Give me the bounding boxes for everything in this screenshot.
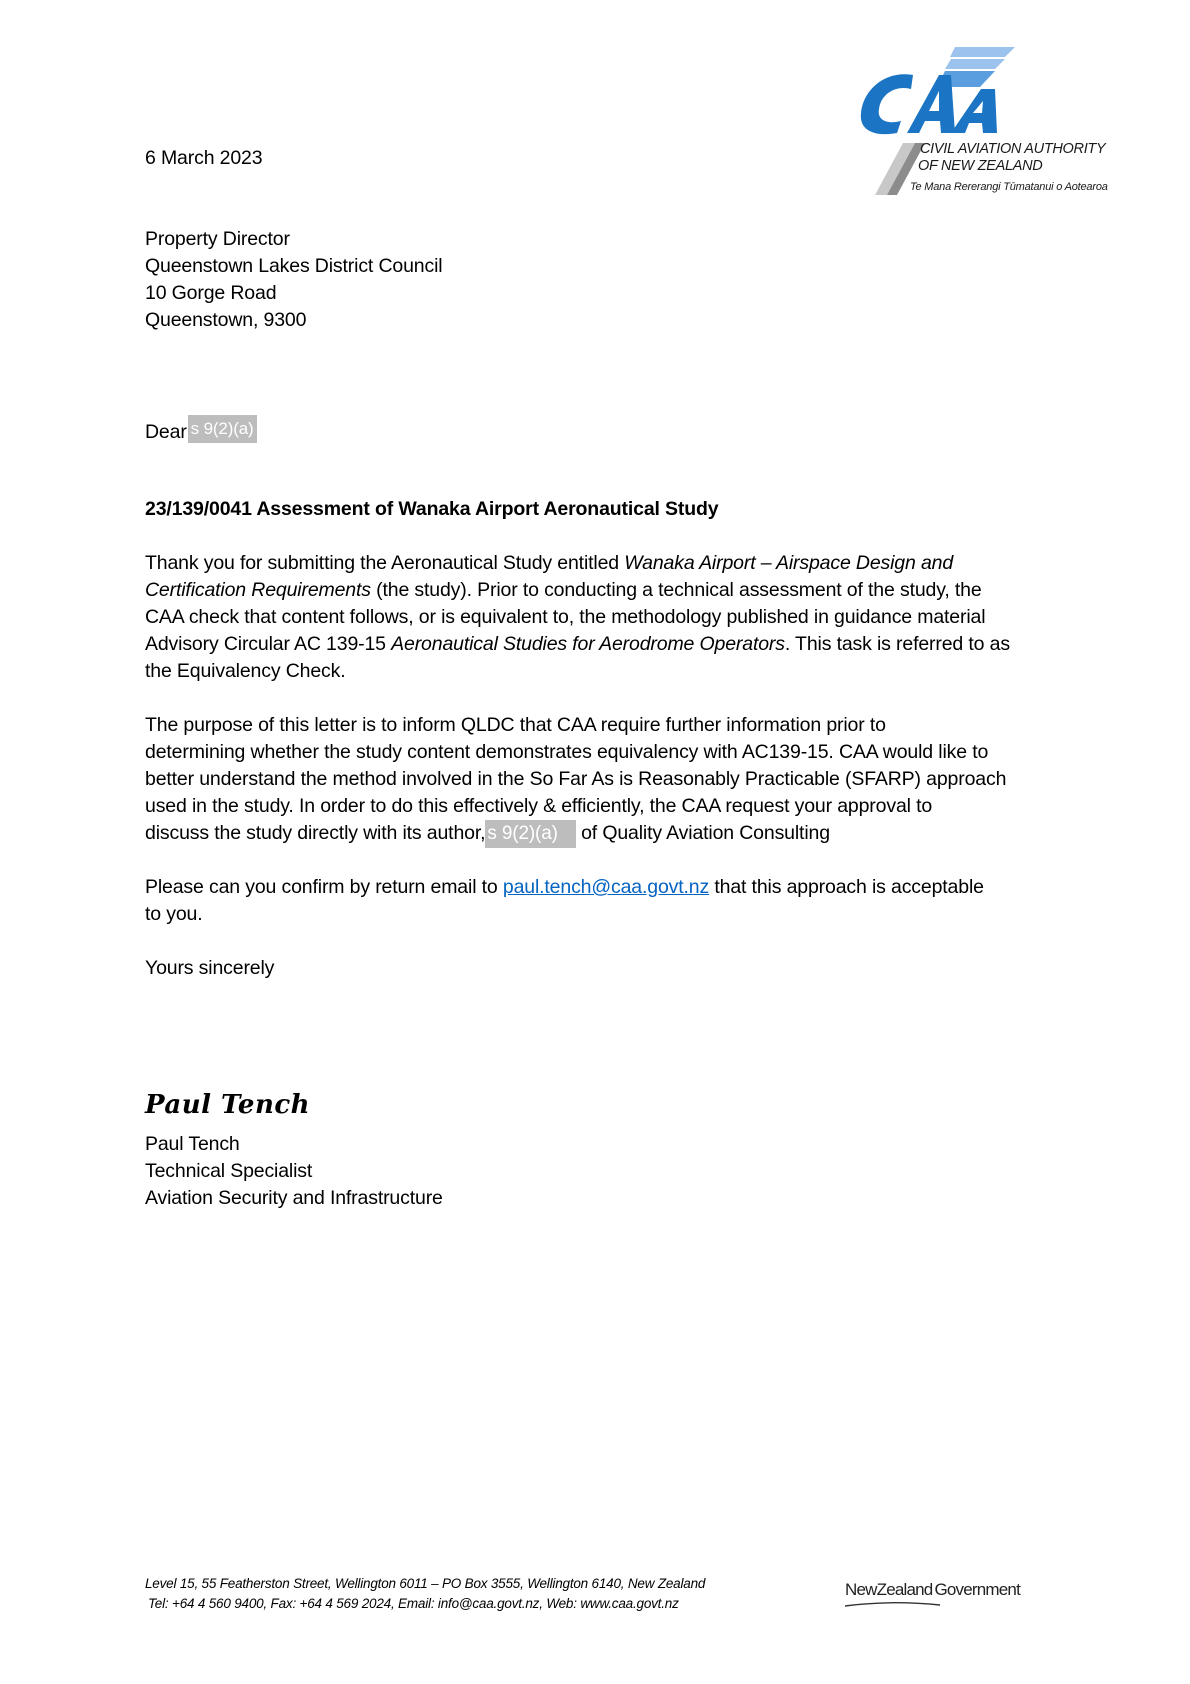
paragraph-2	[145, 712, 1065, 848]
letter-date: 6 March 2023	[145, 147, 263, 169]
recipient-line: 10 Gorge Road	[145, 282, 277, 304]
text: determining whether the study content demonstrates equivalency with AC139-15. CAA would like to	[145, 741, 989, 763]
recipient-line: Property Director	[145, 228, 290, 250]
signatory-block	[145, 1131, 443, 1212]
paragraph-3	[145, 874, 1065, 928]
recipient-line: Queenstown Lakes District Council	[145, 255, 443, 277]
text: Advisory Circular AC 139-15	[145, 633, 392, 655]
logo-line1: CIVIL AVIATION AUTHORITY	[920, 141, 1106, 157]
signatory-title: Technical Specialist	[145, 1160, 313, 1182]
text: of Quality Aviation Consulting	[575, 822, 830, 844]
nz-gov-swoosh-icon	[845, 1600, 945, 1608]
logo-line2: OF NEW ZEALAND	[918, 158, 1043, 174]
text: discuss the study directly with its author,	[145, 822, 486, 844]
nz-gov-part2: Government	[934, 1580, 1020, 1599]
nz-government-logo	[845, 1580, 1045, 1612]
text: better understand the method involved in the So Far As is Reasonably Practicable (SFARP) approach	[145, 768, 1007, 790]
text: (the study). Prior to conducting a technical assessment of the study, the	[370, 579, 982, 601]
caa-logo	[850, 40, 1150, 205]
salutation-prefix: Dear	[145, 421, 187, 443]
footer-address: Level 15, 55 Featherston Street, Wellington 6011 – PO Box 3555, Wellington 6140, New Zealand	[145, 1576, 706, 1591]
text: CAA check that content follows, or is equivalent to, the methodology published in guidance material	[145, 606, 986, 628]
text: the Equivalency Check.	[145, 660, 346, 682]
signature: Paul Tench	[145, 1090, 311, 1120]
text: Please can you confirm by return email to	[145, 876, 503, 898]
closing: Yours sincerely	[145, 957, 275, 979]
redaction-box: s 9(2)(a)	[485, 820, 575, 848]
recipient-line: Queenstown, 9300	[145, 309, 307, 331]
subject-heading: 23/139/0041 Assessment of Wanaka Airport Aeronautical Study	[145, 498, 719, 520]
study-title: Certification Requirements	[145, 579, 371, 601]
text: Thank you for submitting the Aeronautical Study entitled	[145, 552, 625, 574]
text: used in the study. In order to do this effectively & efficiently, the CAA request your approval to	[145, 795, 933, 817]
text: to you.	[145, 903, 203, 925]
text: . This task is referred to as	[784, 633, 1010, 655]
paragraph-1	[145, 550, 1065, 685]
recipient-address	[145, 226, 442, 334]
email-link[interactable]: paul.tench@caa.govt.nz	[502, 876, 710, 898]
text: that this approach is acceptable	[709, 876, 984, 898]
salutation	[145, 415, 257, 446]
circular-title: Aeronautical Studies for Aerodrome Operators	[391, 633, 785, 655]
signatory-name: Paul Tench	[145, 1133, 240, 1155]
text: The purpose of this letter is to inform QLDC that CAA require further information prior to	[145, 714, 886, 736]
logo-tagline: Te Mana Rererangi Tūmatanui o Aotearoa	[910, 181, 1108, 193]
redaction-box: s 9(2)(a)	[188, 415, 257, 443]
footer-contact: Tel: +64 4 560 9400, Fax: +64 4 569 2024, Email: info@caa.govt.nz, Web: www.caa.govt.nz	[148, 1596, 679, 1611]
caa-logo-mark-icon	[855, 45, 1025, 145]
nz-gov-part1: NewZealand	[845, 1580, 933, 1599]
signatory-unit: Aviation Security and Infrastructure	[145, 1187, 443, 1209]
footer-address-block	[145, 1574, 705, 1614]
study-title: Wanaka Airport – Airspace Design and	[624, 552, 954, 574]
